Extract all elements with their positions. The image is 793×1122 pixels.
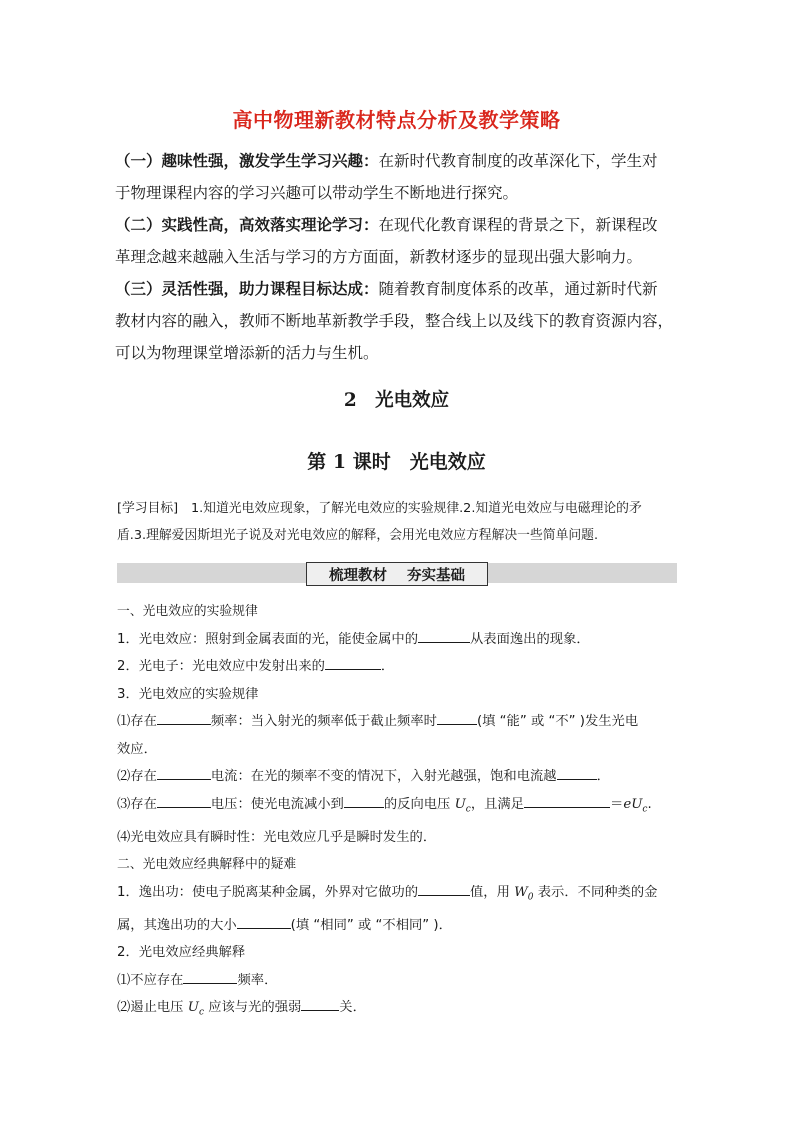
part1-sub-2 <box>117 763 679 791</box>
banner-left-label: 梳理教材 <box>329 567 387 584</box>
fill-blank[interactable] <box>557 765 597 780</box>
part1-item-3: 3．光电效应的实验规律 <box>117 686 259 702</box>
text: . <box>647 796 652 812</box>
intro-paragraph-2-cont <box>115 241 680 273</box>
part1-sub-3 <box>117 791 679 824</box>
lesson-title: 第 1 课时 光电效应 <box>307 451 486 473</box>
intro-paragraph-1-cont <box>115 177 680 209</box>
text: 2．光电子：光电效应中发射出来的 <box>117 659 325 674</box>
fill-blank[interactable] <box>524 793 610 808</box>
text: 应该与光的强弱 <box>203 1000 302 1016</box>
part2-heading: 二、光电效应经典解释中的疑难 <box>117 857 297 873</box>
text: 电压：使光电流减小到 <box>210 796 344 812</box>
intro-paragraph-3-cont2 <box>115 337 680 369</box>
part2-sub-1 <box>117 967 679 995</box>
text: (填 “相同” 或 “不相同” )． <box>290 917 452 933</box>
symbol-uc: U <box>187 1000 199 1016</box>
part2-sub-2 <box>117 994 679 1027</box>
intro-2-text: 在现代化教育课程的背景之下，新课程改 <box>378 216 658 234</box>
intro-paragraph-3-cont <box>115 305 680 337</box>
part2-item-2: 2．光电效应经典解释 <box>117 945 246 961</box>
subscript: c <box>198 1007 204 1018</box>
text: 关． <box>339 1000 366 1016</box>
text: 从表面逸出的现象． <box>470 631 590 647</box>
intro-3-text-cont2: 可以为物理课堂增添新的活力与生机。 <box>115 344 379 362</box>
text: 值，用 <box>470 884 515 900</box>
text: ⑶存在 <box>117 796 157 812</box>
fill-blank[interactable] <box>325 655 381 670</box>
fill-blank[interactable] <box>237 914 291 929</box>
fill-blank[interactable] <box>157 710 211 725</box>
part1-item-1 <box>117 626 679 654</box>
text: 1．逸出功：使电子脱离某种金属，外界对它做功的 <box>117 884 418 900</box>
fill-blank[interactable] <box>437 710 477 725</box>
intro-3-text: 随着教育制度体系的改革，通过新时代新 <box>378 280 658 298</box>
text: ⑴存在 <box>117 714 157 729</box>
intro-3-text-cont: 教材内容的融入，教师不断地革新教学手段，整合线上以及线下的教育资源内容， <box>115 312 674 330</box>
fill-blank[interactable] <box>418 628 470 643</box>
part1-sub-1-cont: 效应． <box>117 741 157 757</box>
text: 1．光电效应：照射到金属表面的光，能使金属中的 <box>117 631 418 647</box>
intro-section <box>115 145 680 369</box>
part1-sub-4: ⑷光电效应具有瞬时性：光电效应几乎是瞬时发生的． <box>117 829 437 845</box>
symbol-euc: eU <box>623 796 643 812</box>
intro-2-heading: （二）实践性高，高效落实理论学习： <box>115 216 379 234</box>
text: ⑵遏止电压 <box>117 1000 188 1016</box>
part1-heading: 一、光电效应的实验规律 <box>117 604 258 619</box>
lesson-body <box>117 598 679 1027</box>
text: (填 “能” 或 “不” )发生光电 <box>476 714 639 729</box>
fill-blank[interactable] <box>301 996 339 1011</box>
banner-right-label: 夯实基础 <box>407 567 465 584</box>
fill-blank[interactable] <box>418 881 470 896</box>
fill-blank[interactable] <box>157 765 211 780</box>
text: 表示．不同种类的金 <box>533 884 658 900</box>
text: 电流：在光的频率不变的情况下，入射光越强，饱和电流越 <box>210 769 557 784</box>
text: ⑴不应存在 <box>117 972 184 988</box>
text: ． <box>380 659 395 674</box>
intro-1-heading: （一）趣味性强，激发学生学习兴趣： <box>115 152 379 170</box>
text: ，且满足 <box>470 796 525 812</box>
text: ⑵存在 <box>117 769 157 784</box>
part2-item-1 <box>117 879 679 912</box>
intro-1-text-cont: 于物理课程内容的学习兴趣可以带动学生不断地进行探究。 <box>115 184 519 202</box>
section-banner <box>306 562 488 586</box>
intro-2-text-cont: 革理念越来越融入生活与学习的方方面面，新教材逐步的显现出强大影响力。 <box>115 248 643 266</box>
text: ＝ <box>610 796 624 812</box>
learning-objectives <box>117 495 677 549</box>
subscript: c <box>642 804 648 815</box>
subscript: c <box>465 804 471 815</box>
intro-3-heading: （三）灵活性强，助力课程目标达成： <box>115 280 379 298</box>
document-title: 高中物理新教材特点分析及教学策略 <box>232 108 561 132</box>
chapter-title: 2 光电效应 <box>343 390 450 411</box>
part1-sub-1 <box>117 708 679 736</box>
part2-item-1-cont <box>117 912 679 940</box>
intro-paragraph-2 <box>115 209 680 241</box>
text: ． <box>596 769 610 784</box>
subscript: 0 <box>527 892 534 903</box>
intro-1-text: 在新时代教育制度的改革深化下，学生对 <box>378 152 658 170</box>
fill-blank[interactable] <box>157 793 211 808</box>
intro-paragraph-1 <box>115 145 680 177</box>
part1-item-2 <box>117 653 679 681</box>
text: 属，其逸出功的大小 <box>117 917 237 933</box>
intro-paragraph-3 <box>115 273 680 305</box>
fill-blank[interactable] <box>183 969 237 984</box>
objectives-line-2: 盾.3.理解爱因斯坦光子说及对光电效应的解释，会用光电效应方程解决一些简单问题. <box>117 528 599 543</box>
text: 频率． <box>237 972 278 988</box>
symbol-w0: W <box>514 884 528 900</box>
text: 频率：当入射光的频率低于截止频率时 <box>210 714 437 729</box>
symbol-uc: U <box>454 796 466 812</box>
text: 的反向电压 <box>383 796 455 812</box>
fill-blank[interactable] <box>344 793 384 808</box>
objectives-line-1: [学习目标] 1.知道光电效应现象，了解光电效应的实验规律.2.知道光电效应与电磁理论的矛 <box>117 501 642 516</box>
